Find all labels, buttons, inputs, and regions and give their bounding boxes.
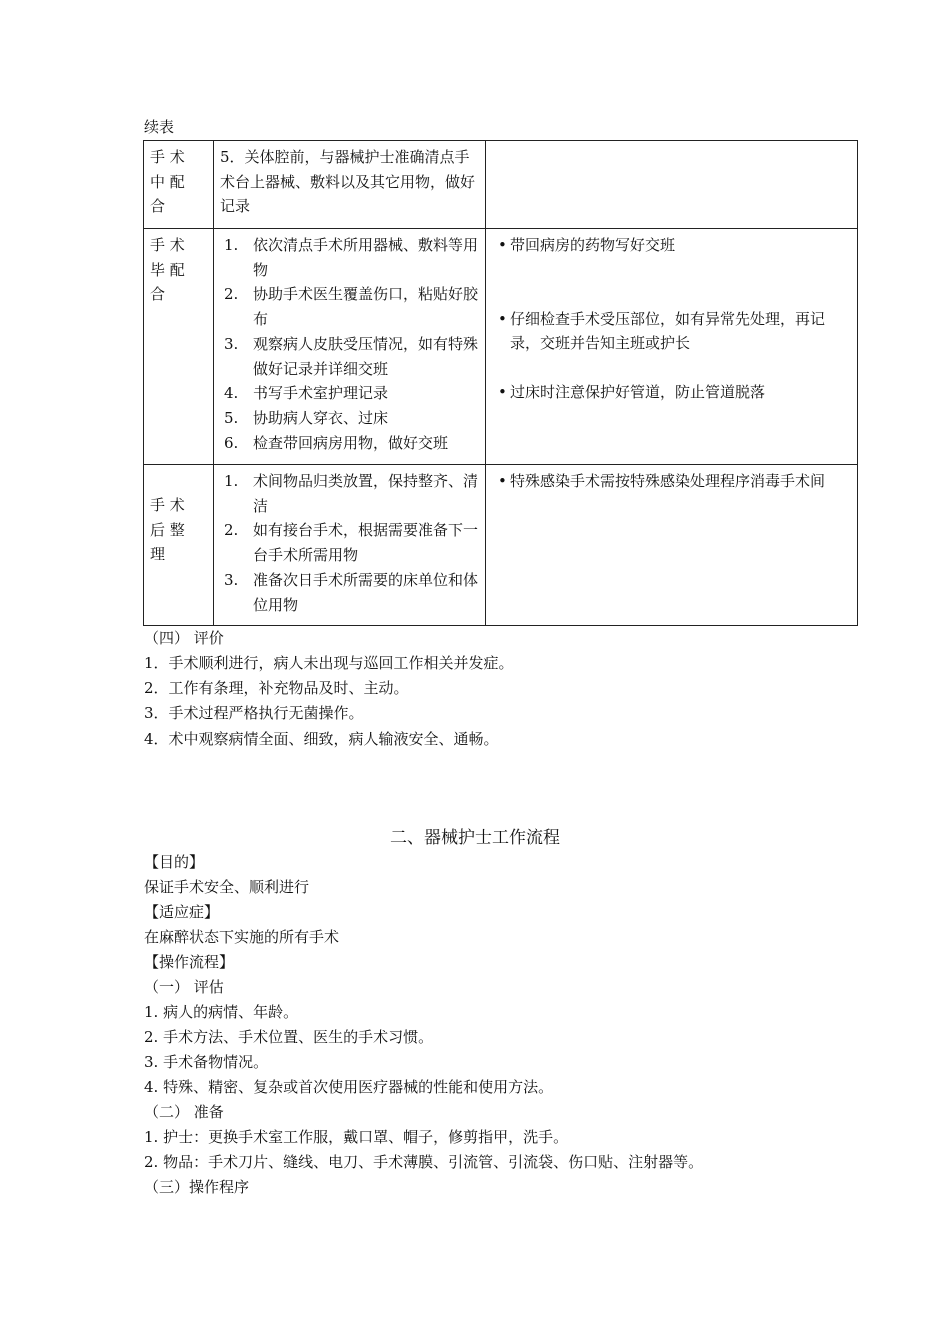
step-number: 2. [224,521,239,540]
step-item [220,145,479,219]
section-title: 二、器械护士工作流程 [390,828,560,848]
preparation-item: 1. 护士：更换手术室工作服，戴口罩、帽子，修剪指甲，洗手。 [144,1128,569,1146]
evaluation-item: 2．工作有条理，补充物品及时、主动。 [144,679,409,697]
note-text: 仔细检查手术受压部位，如有异常先处理，再记录，交班并告知主班或护长 [510,309,826,353]
step-text: 如有接台手术，根据需要准备下一台手术所需用物 [253,521,479,565]
note-text: 带回病房的药物写好交班 [510,236,676,254]
assessment-item: 3. 手术备物情况。 [144,1053,269,1071]
step-text: 关体腔前，与器械护士准确清点手术台上器械、敷料以及其它用物，做好记录 [220,148,476,216]
notes-cell [486,229,858,465]
evaluation-item: 1．手术顺利进行，病人未出现与巡回工作相关并发症。 [144,654,514,672]
step-number: 2. [224,285,239,304]
step-item [220,518,479,567]
bullet-icon: • [498,472,507,490]
step-text: 准备次日手术所需要的床单位和体位用物 [253,570,479,614]
steps-cell [214,141,486,229]
procedure-heading: 【操作流程】 [144,953,235,971]
step-text: 术间物品归类放置，保持整齐、清洁 [253,472,479,515]
bullet-icon: • [498,309,507,328]
row-label-cell [144,141,214,229]
steps-cell [214,229,486,465]
bullet-icon: • [498,383,507,402]
evaluation-item: 3．手术过程严格执行无菌操作。 [144,704,364,722]
step-item [220,332,479,381]
step-text: 协助病人穿衣、过床 [253,408,389,427]
step-text: 检查带回病房用物，做好交班 [253,433,449,452]
step-item [220,381,479,406]
step-item [220,233,479,282]
note-item [492,380,851,405]
table-row [144,141,858,229]
preparation-heading: （二） 准备 [144,1103,224,1121]
step-item [220,431,479,456]
row-label-cell [144,229,214,465]
operation-heading: （三）操作程序 [144,1178,250,1196]
step-number: 1. [224,236,239,254]
step-number: 3. [224,334,239,353]
bullet-icon: • [498,236,507,254]
step-text: 观察病人皮肤受压情况，如有特殊做好记录并详细交班 [253,334,479,378]
step-number: 3. [224,570,239,589]
evaluation-item: 4．术中观察病情全面、细致，病人输液安全、通畅。 [144,730,499,748]
row-label: 手 术 中 配 合 [150,148,185,216]
step-item [220,568,479,617]
step-item [220,406,479,431]
table-row [144,229,858,465]
step-number: 6. [224,433,239,452]
row-label-cell [144,465,214,626]
preparation-item: 2. 物品：手术刀片、缝线、电刀、手术薄膜、引流管、引流袋、伤口贴、注射器等。 [144,1153,704,1171]
step-number: 5. [224,408,239,427]
step-text: 书写手术室护理记录 [253,384,389,403]
notes-cell [486,465,858,626]
note-item [492,233,851,258]
step-number: 5． [220,148,245,166]
nursing-workflow-table [143,140,858,626]
evaluation-heading: （四） 评价 [144,629,224,647]
notes-cell [486,141,858,229]
step-item [220,469,479,518]
note-item [492,307,851,356]
continued-table-label: 续表 [144,118,175,136]
step-item [220,282,479,331]
purpose-text: 保证手术安全、顺利进行 [144,878,310,896]
assessment-item: 1. 病人的病情、年龄。 [144,1003,299,1021]
indication-text: 在麻醉状态下实施的所有手术 [144,928,340,946]
assessment-item: 4. 特殊、精密、复杂或首次使用医疗器械的性能和使用方法。 [144,1078,554,1096]
row-label: 手 术 毕 配 合 [150,236,185,304]
step-number: 4. [224,384,239,403]
step-number: 1. [224,472,239,490]
note-text: 过床时注意保护好管道，防止管道脱落 [510,383,766,402]
purpose-heading: 【目的】 [144,853,205,871]
step-text: 协助手术医生覆盖伤口，粘贴好胶布 [253,285,479,329]
assessment-heading: （一） 评估 [144,978,224,996]
note-item [492,469,851,494]
table-row [144,465,858,626]
indication-heading: 【适应症】 [144,903,220,921]
row-label: 手 术 后 整 理 [150,496,185,564]
note-text: 特殊感染手术需按特殊感染处理程序消毒手术间 [510,472,826,490]
steps-cell [214,465,486,626]
step-text: 依次清点手术所用器械、敷料等用物 [253,236,479,279]
assessment-item: 2. 手术方法、手术位置、医生的手术习惯。 [144,1028,434,1046]
